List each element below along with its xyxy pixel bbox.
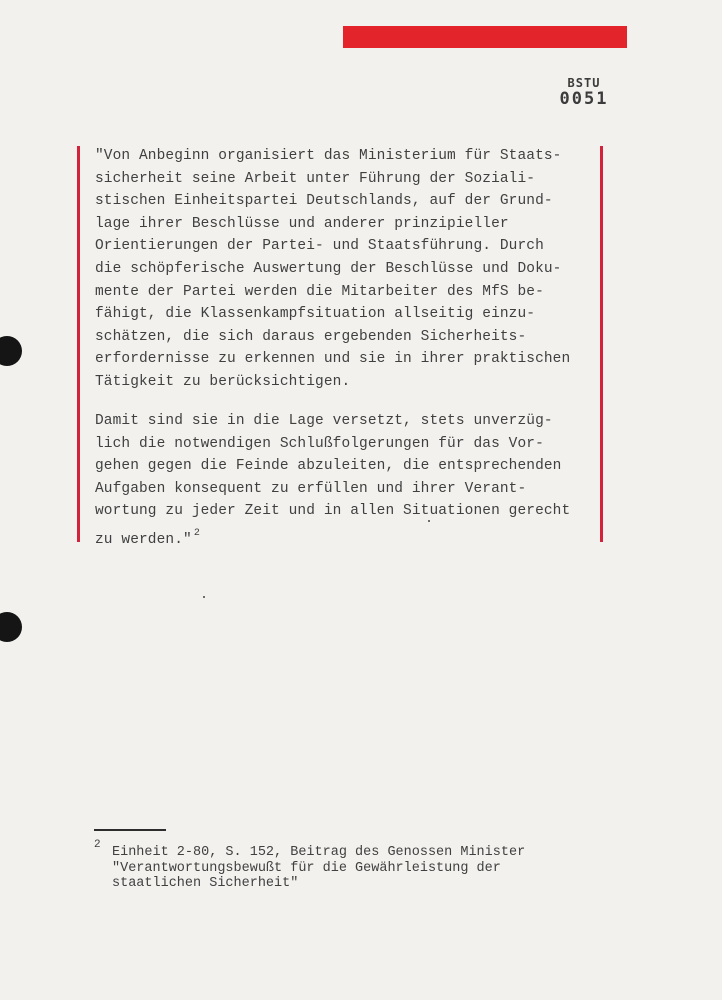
text-line: Orientierungen der Partei- und Staatsführung. Durch (95, 238, 544, 255)
quote-paragraph-1 (95, 145, 595, 394)
text-line: lage ihrer Beschlüsse und anderer prinzipieller (95, 215, 509, 232)
text-line: schätzen, die sich daraus ergebenden Sicherheits- (95, 328, 527, 345)
footnote-reference: 2 (193, 527, 200, 539)
text-line: "Von Anbeginn organisiert das Ministerium für Staats- (95, 148, 562, 164)
text-line: Aufgaben konsequent zu erfüllen und ihrer Verant- (95, 480, 527, 497)
punch-hole-icon (0, 612, 22, 642)
text-line: stischen Einheitspartei Deutschlands, auf der Grund- (95, 193, 553, 210)
archive-page-number: 0051 (559, 89, 609, 109)
red-archive-strip (343, 26, 627, 48)
text-line: die schöpferische Auswertung der Beschlüsse und Doku- (95, 260, 562, 277)
punch-hole-icon (0, 336, 22, 366)
text-line: gehen gegen die Feinde abzuleiten, die entsprechenden (95, 458, 562, 475)
margin-mark-right (600, 146, 603, 542)
text-line: erfordernisse zu erkennen und sie in ihrer praktischen (95, 351, 571, 368)
margin-mark-left (77, 146, 80, 542)
footnote-line: "Verantwortungsbewußt für die Gewährleistung der (112, 860, 501, 876)
footnote-divider (94, 829, 166, 831)
archive-stamp-label: BSTU (567, 76, 601, 90)
paper-speck (428, 520, 430, 522)
archive-stamp (556, 76, 612, 108)
text-line-last (95, 523, 595, 552)
footnote-line: staatlichen Sicherheit" (112, 876, 299, 891)
paper-speck (203, 596, 205, 598)
footnote-line: Einheit 2-80, S. 152, Beitrag des Genossen Minister (112, 845, 526, 860)
text-line: fähigt, die Klassenkampfsituation allseitig einzu- (95, 306, 536, 323)
text-line: wortung zu jeder Zeit und in allen Situationen gerecht (95, 503, 571, 520)
text-line: zu werden." (95, 531, 192, 548)
text-line: Tätigkeit zu berücksichtigen. (95, 373, 351, 390)
footnote-marker: 2 (94, 839, 101, 851)
text-line: lich die notwendigen Schlußfolgerungen für das Vor- (95, 435, 544, 452)
text-line: mente der Partei werden die Mitarbeiter des MfS be- (95, 283, 544, 300)
footnote-text (112, 845, 592, 892)
text-line: sicherheit seine Arbeit unter Führung der Soziali- (95, 170, 536, 187)
text-line: Damit sind sie in die Lage versetzt, stets unverzüg- (95, 413, 553, 429)
quote-paragraph-2 (95, 410, 595, 552)
